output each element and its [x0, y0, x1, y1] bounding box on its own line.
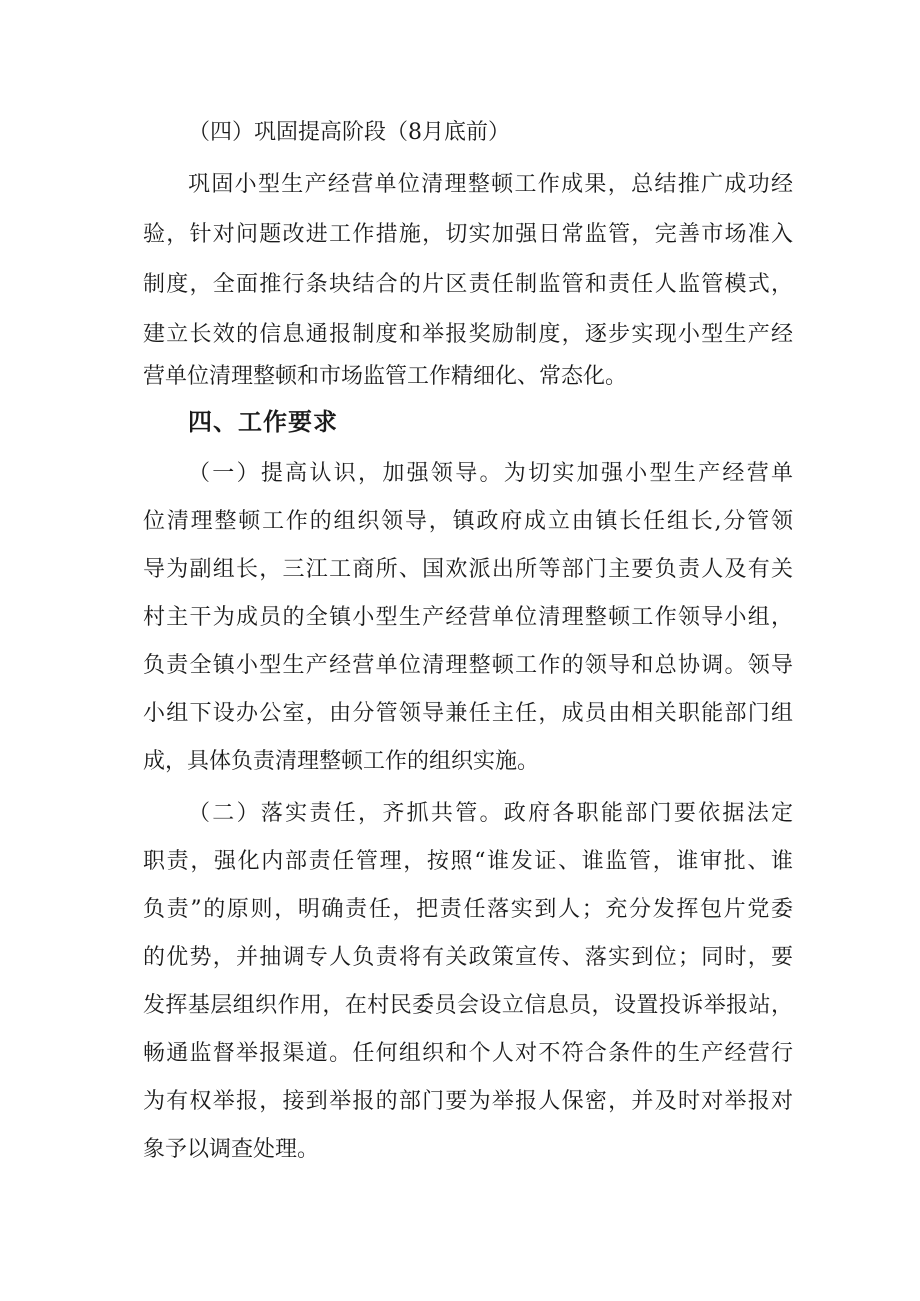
requirement-1-line-5: 负责全镇小型生产经营单位清理整顿工作的领导和总协调。领导 [143, 653, 793, 678]
section-heading-work-requirements: 四、工作要求 [188, 408, 338, 436]
requirement-2-line-6: 畅通监督举报渠道。任何组织和个人对不符合条件的生产经营行 [143, 1041, 793, 1066]
requirement-2-line-7: 为有权举报，接到举报的部门要为举报人保密，并及时对举报对 [143, 1089, 793, 1114]
requirement-2-line-2: 职责，强化内部责任管理，按照“谁发证、谁监管，谁审批、谁 [143, 849, 793, 874]
requirement-2-line-1: （二）落实责任，齐抓共管。政府各职能部门要依据法定 [188, 801, 793, 826]
requirement-1-line-1: （一）提高认识，加强领导。为切实加强小型生产经营单 [188, 461, 793, 486]
requirement-2-line-5: 发挥基层组织作用，在村民委员会设立信息员，设置投诉举报站， [143, 993, 793, 1018]
requirement-2-line-8: 象予以调查处理。 [143, 1137, 320, 1162]
requirement-1-line-2: 位清理整顿工作的组织领导，镇政府成立由镇长任组长,分管领 [143, 509, 793, 534]
section4-paragraph-line-1: 巩固小型生产经营单位清理整顿工作成果，总结推广成功经 [188, 172, 793, 197]
section4-paragraph-line-5: 营单位清理整顿和市场监管工作精细化、常态化。 [143, 364, 628, 389]
requirement-1-line-4: 村主干为成员的全镇小型生产经营单位清理整顿工作领导小组， [143, 605, 793, 630]
section4-paragraph-line-2: 验，针对问题改进工作措施，切实加强日常监管，完善市场准入 [143, 222, 793, 247]
section4-subtitle: （四）巩固提高阶段（8月底前） [188, 120, 510, 145]
requirement-1-line-3: 导为副组长，三江工商所、国欢派出所等部门主要负责人及有关 [143, 557, 793, 582]
requirement-1-line-6: 小组下设办公室，由分管领导兼任主任，成员由相关职能部门组 [143, 701, 793, 726]
section4-paragraph-line-3: 制度，全面推行条块结合的片区责任制监管和责任人监管模式， [143, 272, 793, 297]
requirement-2-line-3: 负责”的原则，明确责任，把责任落实到人；充分发挥包片党委 [143, 897, 793, 922]
requirement-2-line-4: 的优势，并抽调专人负责将有关政策宣传、落实到位；同时，要 [143, 945, 793, 970]
section4-paragraph-line-4: 建立长效的信息通报制度和举报奖励制度，逐步实现小型生产经 [143, 322, 793, 347]
requirement-1-line-7: 成，具体负责清理整顿工作的组织实施。 [143, 749, 540, 774]
